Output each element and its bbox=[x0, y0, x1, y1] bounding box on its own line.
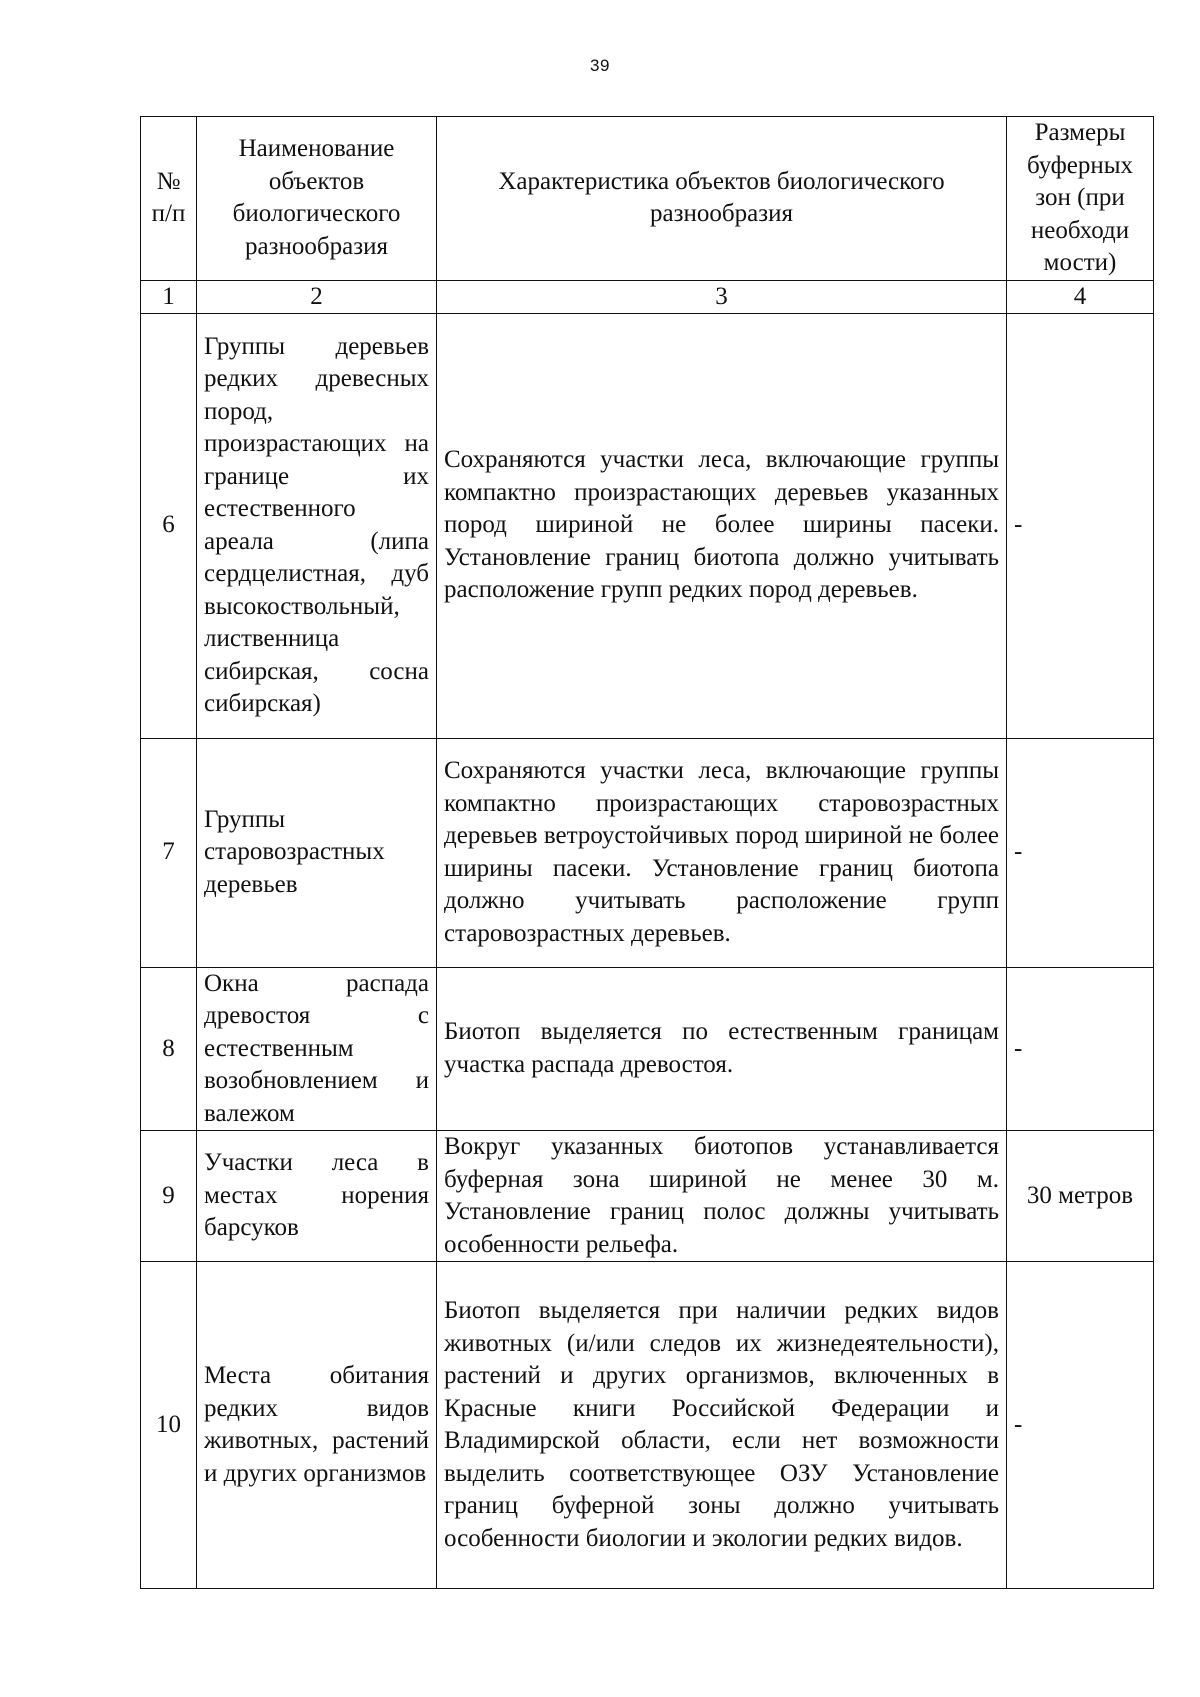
header-buffer: Размеры буферных зон (при необходи мости) bbox=[1007, 117, 1154, 281]
buffer-size: - bbox=[1007, 1262, 1154, 1589]
table-row bbox=[141, 1262, 1154, 1589]
table-row bbox=[141, 313, 1154, 738]
buffer-size: - bbox=[1007, 967, 1154, 1131]
header-name: Наименование объектов биологического разнообразия bbox=[197, 117, 437, 281]
object-name: Группы деревьев редких древесных пород, произрастающих на границе их естественного ареала (липа сердцелистная, дуб высокоствольный, лиственница сибирская, сосна сибирская) bbox=[197, 313, 437, 738]
column-number: 3 bbox=[437, 280, 1007, 313]
object-name: Места обитания редких видов животных, растений и других организмов bbox=[197, 1262, 437, 1589]
object-characteristic: Вокруг указанных биотопов устанавливается буферная зона шириной не менее 30 м. Установление границ полос должны учитывать особенности рельефа. bbox=[437, 1131, 1007, 1262]
table-row bbox=[141, 967, 1154, 1131]
table-header-row bbox=[141, 117, 1154, 281]
table-row bbox=[141, 738, 1154, 967]
buffer-size: - bbox=[1007, 313, 1154, 738]
page-number: 39 bbox=[590, 56, 610, 75]
object-characteristic: Биотоп выделяется при наличии редких видов животных (и/или следов их жизнедеятельности), растений и других организмов, включенных в Красные книги Российской Федерации и Владимирской области, если нет возможности выделить соответствующее ОЗУ Установление границ буферной зоны должно учитывать особенности биологии и экологии редких видов. bbox=[437, 1262, 1007, 1589]
object-name: Окна распада древостоя с естественным возобновлением и валежом bbox=[197, 967, 437, 1131]
header-num: № п/п bbox=[141, 117, 197, 281]
row-number: 10 bbox=[141, 1262, 197, 1589]
header-characteristic: Характеристика объектов биологического разнообразия bbox=[437, 117, 1007, 281]
buffer-size: - bbox=[1007, 738, 1154, 967]
object-name: Группы старовозрастных деревьев bbox=[197, 738, 437, 967]
object-characteristic: Сохраняются участки леса, включающие группы компактно произрастающих старовозрастных деревьев ветроустойчивых пород шириной не более ширины пасеки. Установление границ биотопа должно учитывать расположение групп старовозрастных деревьев. bbox=[437, 738, 1007, 967]
biodiversity-table bbox=[140, 116, 1154, 1589]
row-number: 9 bbox=[141, 1131, 197, 1262]
object-characteristic: Биотоп выделяется по естественным границам участка распада древостоя. bbox=[437, 967, 1007, 1131]
column-number: 2 bbox=[197, 280, 437, 313]
column-number-row bbox=[141, 280, 1154, 313]
buffer-size: 30 метров bbox=[1007, 1131, 1154, 1262]
row-number: 8 bbox=[141, 967, 197, 1131]
object-name: Участки леса в местах норения барсуков bbox=[197, 1131, 437, 1262]
column-number: 1 bbox=[141, 280, 197, 313]
object-characteristic: Сохраняются участки леса, включающие группы компактно произрастающих деревьев указанных пород шириной не более ширины пасеки. Установление границ биотопа должно учитывать расположение групп редких пород деревьев. bbox=[437, 313, 1007, 738]
table-row bbox=[141, 1131, 1154, 1262]
row-number: 7 bbox=[141, 738, 197, 967]
column-number: 4 bbox=[1007, 280, 1154, 313]
row-number: 6 bbox=[141, 313, 197, 738]
